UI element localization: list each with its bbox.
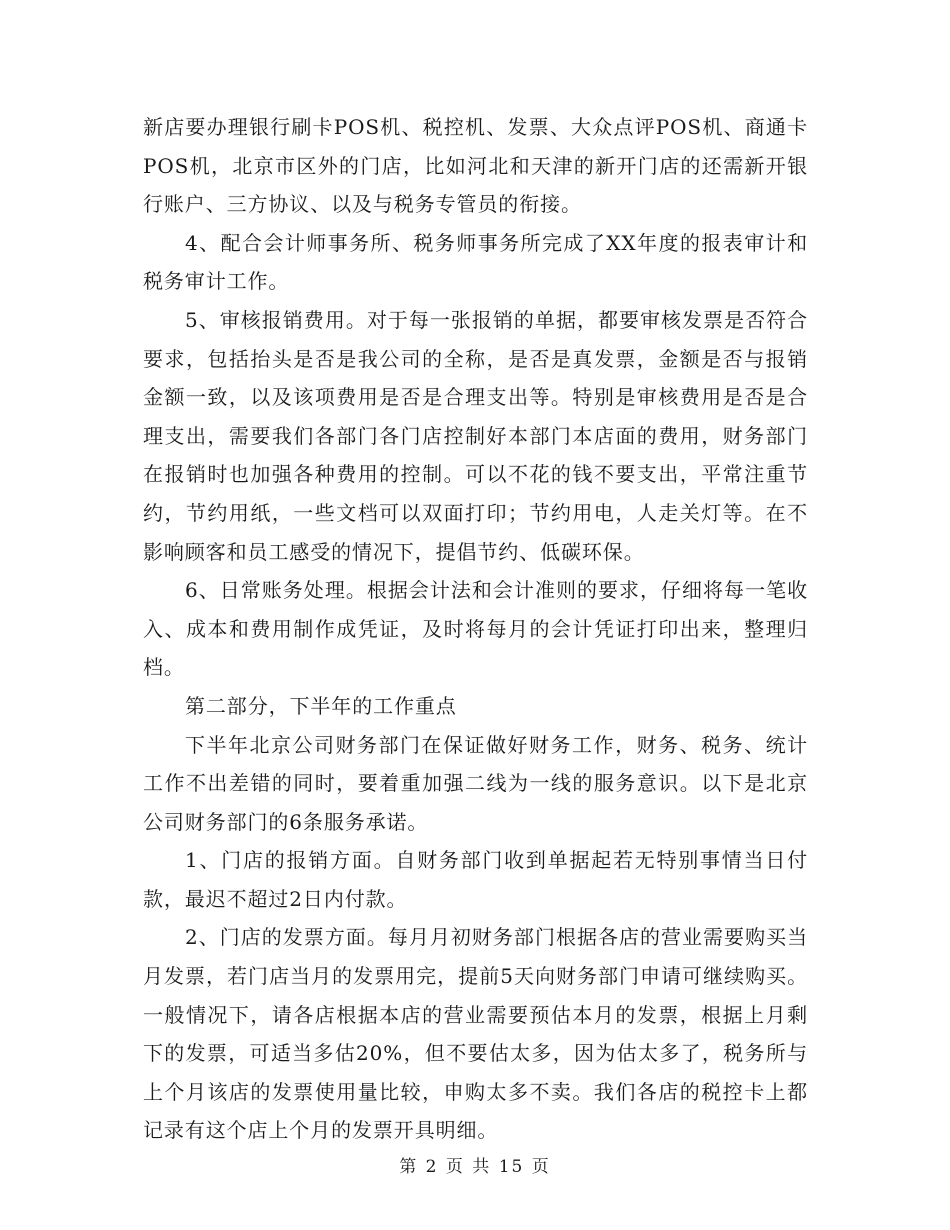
paragraph-section-2-intro: 下半年北京公司财务部门在保证做好财务工作，财务、税务、统计工作不出差错的同时，要着重加强二线为一线的服务意识。以下是北京公司财务部门的6条服务承诺。: [143, 732, 808, 834]
page-number-footer: 第 2 页 共 15 页: [399, 1157, 551, 1177]
paragraph-promise-2: 2、门店的发票方面。每月月初财务部门根据各店的营业需要购买当月发票，若门店当月的发票用完，提前5天向财务部门申请可继续购买。一般情况下，请各店根据本店的营业需要预估本月的发票，根据上月剩下的发票，可适当多估20%，但不要估太多，因为估太多了，税务所与上个月该店的发票使用量比较，申购太多不卖。我们各店的税控卡上都记录有这个店上个月的发票开具明细。: [143, 925, 808, 1143]
section-heading-part-2: 第二部分，下半年的工作重点: [185, 693, 457, 718]
paragraph-promise-1: 1、门店的报销方面。自财务部门收到单据起若无特别事情当日付款，最迟不超过2日内付款。: [143, 848, 808, 911]
paragraph-item-6: 6、日常账务处理。根据会计法和会计准则的要求，仔细将每一笔收入、成本和费用制作成凭证，及时将每月的会计凭证打印出来，整理归档。: [143, 578, 808, 680]
paragraph-item-4: 4、配合会计师事务所、税务师事务所完成了XX年度的报表审计和税务审计工作。: [143, 230, 808, 294]
paragraph-item-5: 5、审核报销费用。对于每一张报销的单据，都要审核发票是否符合要求，包括抬头是否是我公司的全称，是否是真发票，金额是否与报销金额一致，以及该项费用是否是合理支出等。特别是审核费用是否是合理支出，需要我们各部门各门店控制好本部门本店面的费用，财务部门在报销时也加强各种费用的控制。可以不花的钱不要支出，平常注重节约，节约用纸，一些文档可以双面打印；节约用电，人走关灯等。在不影响顾客和员工感受的情况下，提倡节约、低碳环保。: [143, 307, 808, 564]
document-body: [143, 108, 808, 1150]
paragraph-intro-continued: 新店要办理银行刷卡POS机、税控机、发票、大众点评POS机、商通卡POS机，北京市区外的门店，比如河北和天津的新开门店的还需新开银行账户、三方协议、以及与税务专管员的衔接。: [143, 115, 808, 217]
